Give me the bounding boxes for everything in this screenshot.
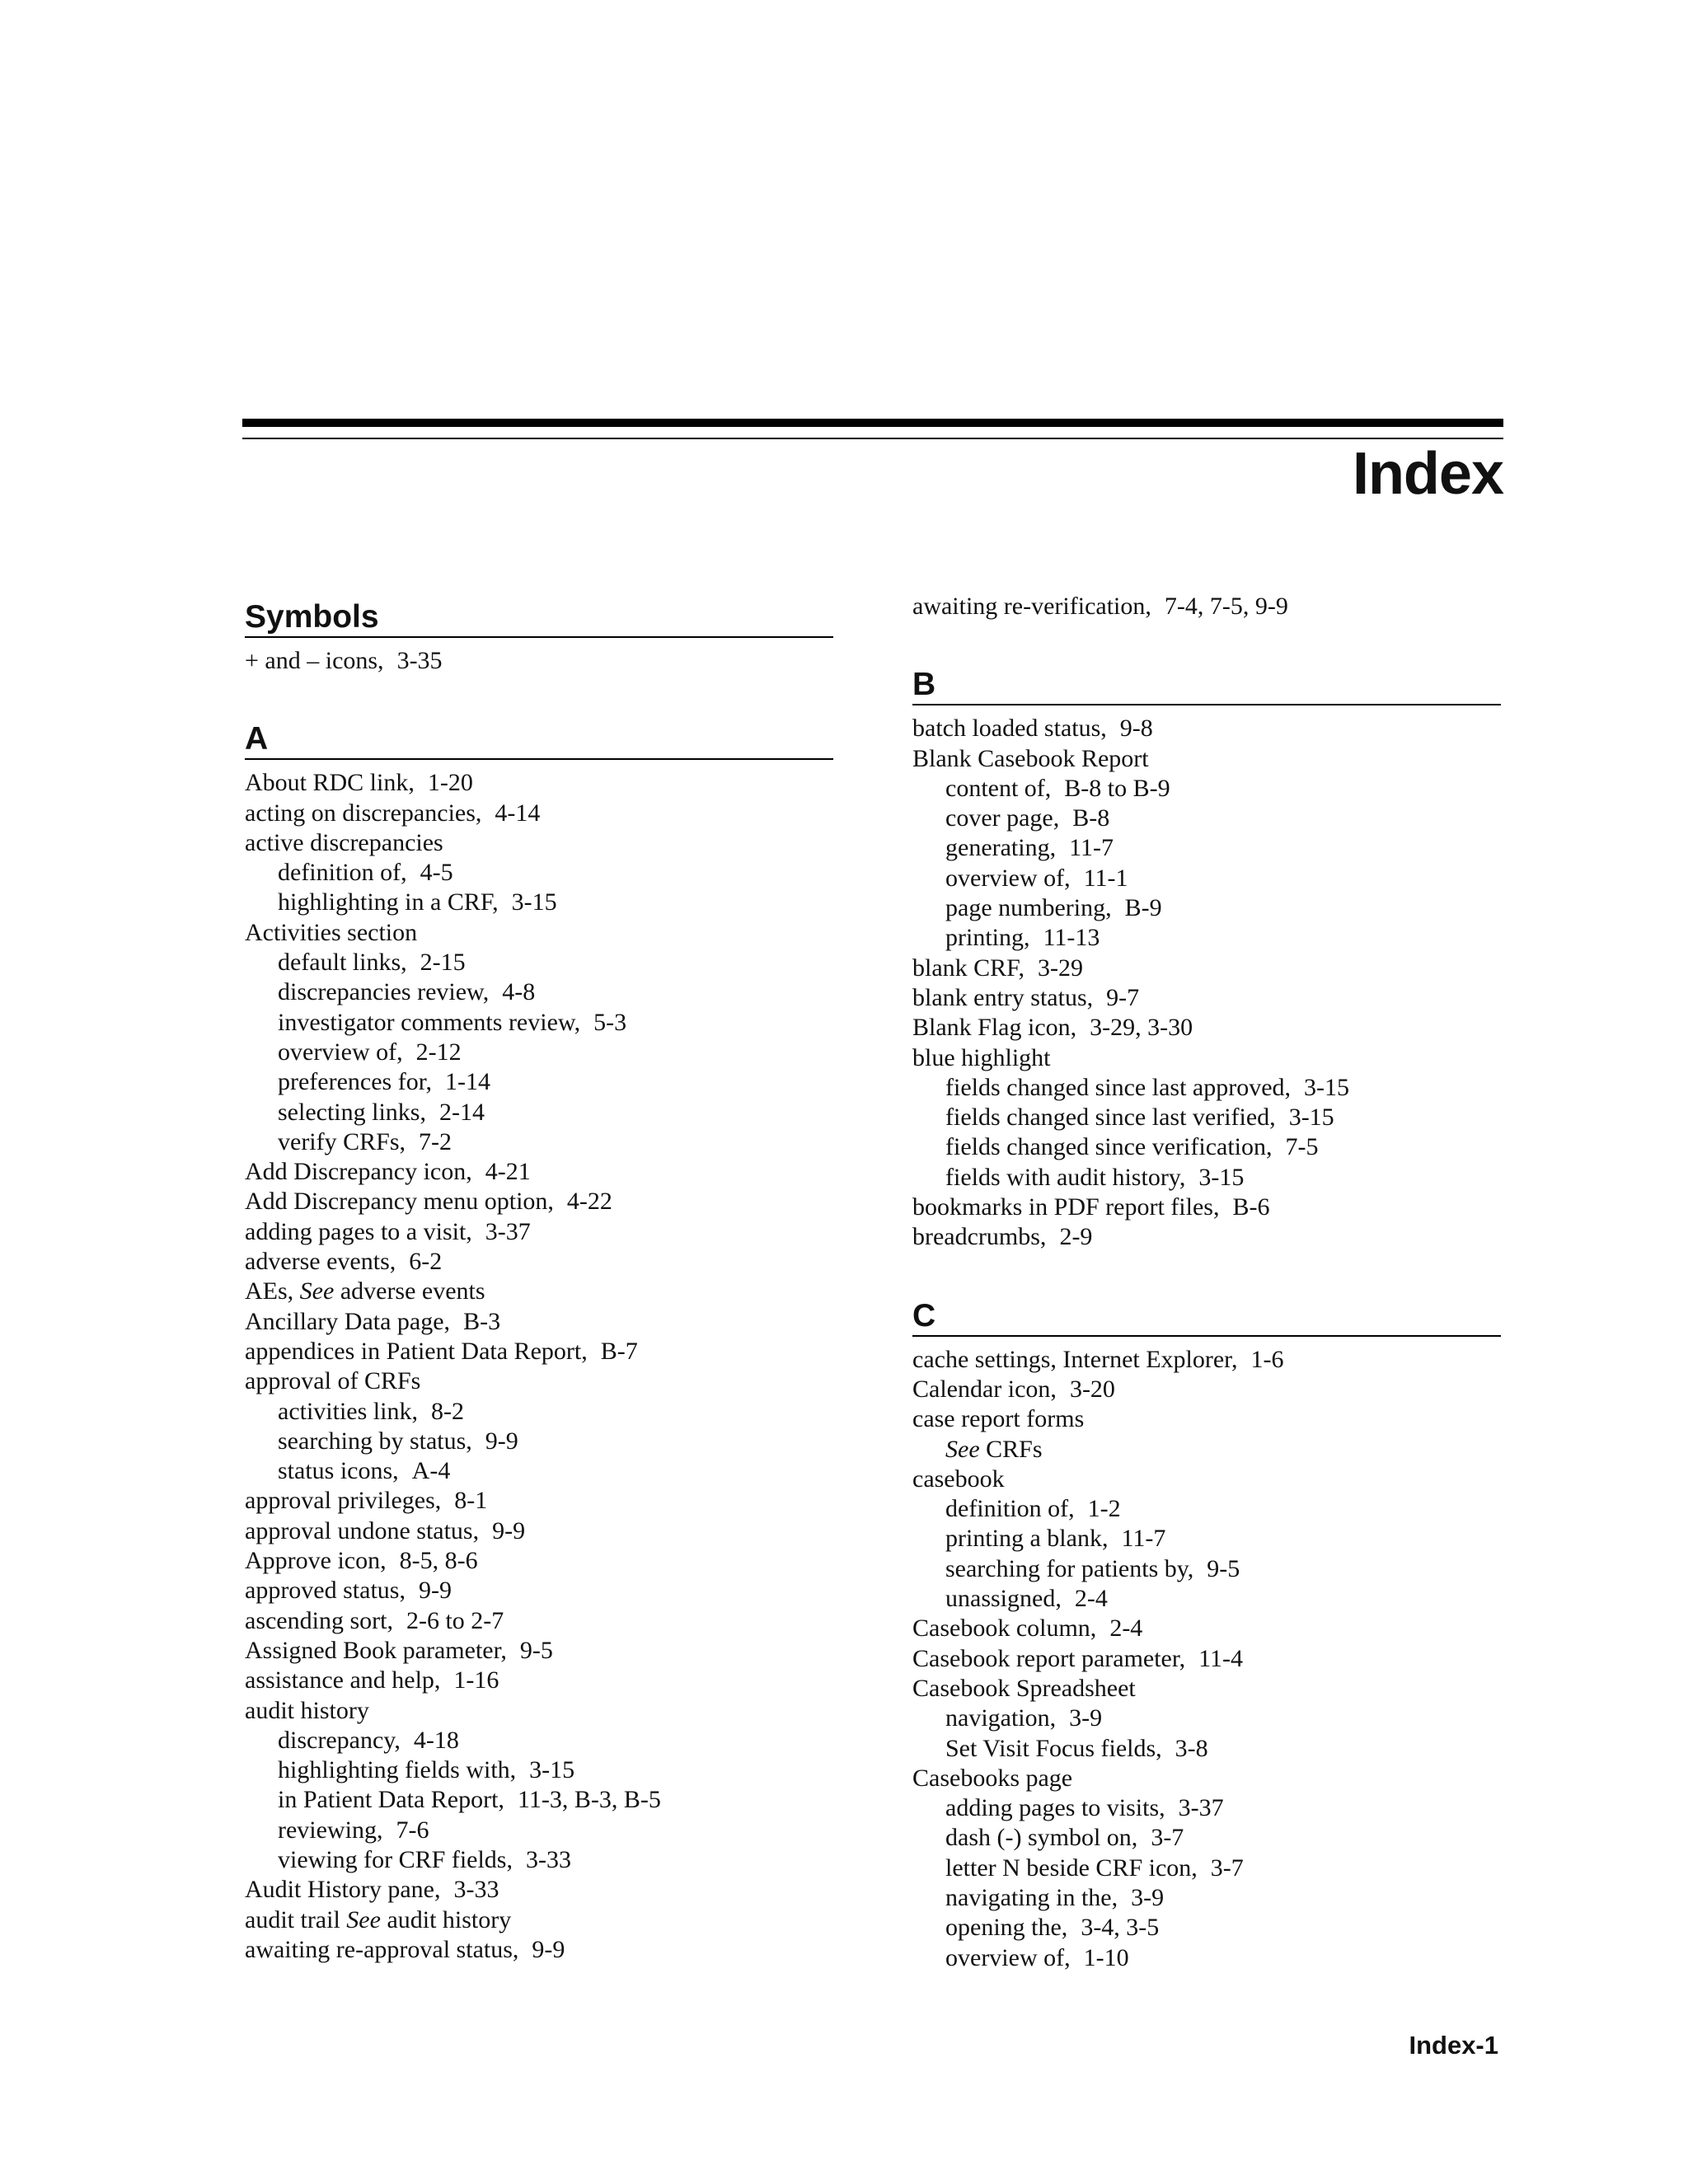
- index-subentry: [245, 1098, 833, 1127]
- entry-term: viewing for CRF fields,: [278, 1845, 513, 1873]
- index-entry: [245, 1546, 833, 1576]
- entry-pages: B-3: [463, 1307, 501, 1335]
- entry-term: Calendar icon,: [912, 1375, 1057, 1403]
- index-entry: [912, 1465, 1501, 1494]
- entry-term: searching by status,: [278, 1427, 472, 1455]
- section-gap: [245, 676, 833, 714]
- entry-term: verify CRFs,: [278, 1127, 406, 1155]
- entry-term: batch loaded status,: [912, 715, 1107, 743]
- entry-pages: 7-5: [1285, 1133, 1319, 1161]
- index-entry: [245, 1187, 833, 1216]
- index-subentry: [912, 893, 1501, 923]
- index-subentry: [245, 977, 833, 1007]
- entry-term: activities link,: [278, 1397, 418, 1425]
- entry-term: navigating in the,: [945, 1883, 1118, 1911]
- index-subentry: [245, 858, 833, 888]
- entry-term: default links,: [278, 949, 407, 977]
- title-rule-thick: [242, 419, 1503, 427]
- index-subentry: [912, 1913, 1501, 1943]
- entry-pages: 11-1: [1083, 864, 1128, 892]
- index-entry: [912, 1764, 1501, 1793]
- entry-term: acting on discrepancies,: [245, 799, 482, 827]
- entry-term: AEs,: [245, 1277, 294, 1305]
- entry-pages: 4-22: [566, 1188, 612, 1216]
- entry-pages: 2-4: [1109, 1615, 1143, 1643]
- entry-pages: 8-5, 8-6: [399, 1547, 478, 1575]
- entry-term: bookmarks in PDF report files,: [912, 1193, 1220, 1221]
- entry-pages: 3-37: [1178, 1794, 1224, 1822]
- entry-term: printing a blank,: [945, 1525, 1109, 1553]
- entry-term: overview of,: [945, 864, 1071, 892]
- entry-term: fields changed since last verified,: [945, 1104, 1276, 1132]
- index-subentry: [245, 1127, 833, 1157]
- entry-pages: A-4: [411, 1457, 451, 1485]
- entry-term: highlighting fields with,: [278, 1756, 517, 1784]
- index-subentry: [912, 1494, 1501, 1524]
- index-subentry: [912, 923, 1501, 953]
- entry-pages: 11-7: [1069, 834, 1114, 862]
- entry-term: opening the,: [945, 1914, 1068, 1942]
- index-entry: [245, 1875, 833, 1905]
- entry-pages: 3-4, 3-5: [1081, 1914, 1160, 1942]
- index-entry: [245, 1157, 833, 1187]
- entry-term: navigation,: [945, 1704, 1057, 1732]
- entry-term: unassigned,: [945, 1585, 1062, 1613]
- index-subentry: [912, 864, 1501, 893]
- entry-pages: 3-37: [485, 1217, 531, 1245]
- index-subentry: [912, 1584, 1501, 1614]
- index-entry: [245, 1696, 833, 1726]
- entry-pages: 9-9: [532, 1935, 565, 1963]
- index-section: [245, 676, 833, 1965]
- entry-term: cache settings, Internet Explorer,: [912, 1345, 1238, 1373]
- index-entry: [245, 1516, 833, 1546]
- entry-term: Add Discrepancy menu option,: [245, 1188, 554, 1216]
- entry-pages: 2-14: [438, 1098, 485, 1126]
- see-target: adverse events: [340, 1277, 485, 1305]
- entry-pages: 1-16: [453, 1666, 499, 1694]
- entry-pages: 3-7: [1210, 1854, 1244, 1882]
- index-subentry: [245, 1067, 833, 1097]
- index-subentry: [912, 1132, 1501, 1162]
- entry-term: adding pages to a visit,: [245, 1217, 472, 1245]
- index-entry: [245, 1277, 833, 1306]
- page-title: Index: [1352, 441, 1503, 507]
- index-entry: [245, 1247, 833, 1277]
- index-entry: [245, 918, 833, 948]
- entry-term: adverse events,: [245, 1248, 396, 1276]
- entry-pages: 8-1: [454, 1487, 488, 1515]
- index-subentry: [245, 1785, 833, 1815]
- see-target: audit history: [387, 1905, 512, 1933]
- index-entry: [912, 983, 1501, 1013]
- entry-term: dash (-) symbol on,: [945, 1824, 1138, 1852]
- entry-term: preferences for,: [278, 1068, 433, 1096]
- section-heading: A: [245, 714, 833, 760]
- entry-term: discrepancies review,: [278, 978, 490, 1006]
- entry-term: awaiting re-verification,: [912, 593, 1151, 620]
- entry-term: content of,: [945, 774, 1052, 802]
- index-section: [245, 592, 833, 676]
- see-reference: See: [299, 1277, 335, 1305]
- index-subentry: [245, 1845, 833, 1875]
- entry-pages: 3-8: [1175, 1734, 1208, 1762]
- entry-term: Blank Flag icon,: [912, 1014, 1077, 1042]
- entry-pages: 8-2: [430, 1397, 464, 1425]
- index-entry: [245, 646, 833, 676]
- entry-term: fields changed since verification,: [945, 1133, 1273, 1161]
- index-subentry: [912, 1883, 1501, 1913]
- entry-pages: 6-2: [409, 1248, 443, 1276]
- index-subentry: [912, 1793, 1501, 1823]
- entry-pages: 11-3, B-3, B-5: [517, 1786, 661, 1814]
- index-subentry: [245, 1726, 833, 1755]
- entry-pages: 3-15: [529, 1756, 575, 1784]
- entry-pages: 4-8: [502, 978, 536, 1006]
- entry-pages: 9-8: [1119, 715, 1153, 743]
- entry-term: reviewing,: [278, 1816, 383, 1844]
- entry-term: breadcrumbs,: [912, 1223, 1047, 1251]
- entry-term: highlighting in a CRF,: [278, 888, 499, 916]
- entry-term: active discrepancies: [245, 828, 443, 856]
- index-subentry: [912, 1103, 1501, 1132]
- index-subentry: [912, 1163, 1501, 1193]
- index-entry: [245, 1486, 833, 1516]
- section-heading: C: [912, 1291, 1501, 1337]
- entry-term: Assigned Book parameter,: [245, 1636, 507, 1664]
- entry-pages: 4-5: [420, 859, 453, 887]
- index-column-right: [912, 592, 1501, 1973]
- entry-pages: 1-2: [1087, 1495, 1121, 1523]
- entry-pages: B-8: [1072, 804, 1110, 832]
- entry-term: overview of,: [278, 1038, 403, 1066]
- index-subentry: [245, 1755, 833, 1785]
- index-section: [912, 1253, 1501, 1973]
- entry-pages: 2-4: [1074, 1585, 1108, 1613]
- index-subentry: [912, 774, 1501, 804]
- entry-term: generating,: [945, 834, 1057, 862]
- entry-term: approval of CRFs: [245, 1367, 421, 1395]
- entry-pages: 9-9: [485, 1427, 518, 1455]
- entry-pages: 3-15: [1198, 1163, 1245, 1191]
- entry-term: ascending sort,: [245, 1606, 393, 1634]
- entry-term: definition of,: [945, 1495, 1075, 1523]
- entry-pages: 4-14: [495, 799, 541, 827]
- entry-term: audit history: [245, 1696, 369, 1724]
- entry-term: searching for patients by,: [945, 1554, 1194, 1582]
- entry-term: Audit History pane,: [245, 1876, 441, 1904]
- index-entry: [245, 1337, 833, 1366]
- entry-term: Casebook column,: [912, 1615, 1097, 1643]
- index-section: [912, 592, 1501, 621]
- index-entry: [912, 1404, 1501, 1434]
- entry-term: fields with audit history,: [945, 1163, 1186, 1191]
- index-entry: [245, 1307, 833, 1337]
- entry-term: Casebook report parameter,: [912, 1644, 1186, 1672]
- entry-term: case report forms: [912, 1405, 1085, 1433]
- index-entry: [245, 1935, 833, 1965]
- entry-pages: 3-9: [1131, 1883, 1165, 1911]
- entry-pages: 3-35: [396, 647, 443, 674]
- entry-pages: 5-3: [593, 1008, 627, 1036]
- entry-pages: 11-13: [1043, 924, 1100, 952]
- entry-pages: 2-12: [415, 1038, 462, 1066]
- entry-term: + and – icons,: [245, 647, 384, 674]
- entry-pages: 11-4: [1198, 1644, 1244, 1672]
- entry-pages: B-8 to B-9: [1064, 774, 1170, 802]
- section-gap: [912, 1253, 1501, 1291]
- title-rule-thin: [242, 438, 1503, 439]
- entry-pages: 7-2: [419, 1127, 452, 1155]
- entry-term: Blank Casebook Report: [912, 744, 1149, 772]
- index-entry: [245, 828, 833, 858]
- index-entry: [912, 1614, 1501, 1643]
- entry-term: adding pages to visits,: [945, 1794, 1165, 1822]
- index-subentry: [912, 1823, 1501, 1853]
- entry-pages: B-9: [1124, 894, 1162, 922]
- entry-pages: 7-4, 7-5, 9-9: [1164, 593, 1288, 620]
- entry-pages: 3-20: [1069, 1375, 1115, 1403]
- index-subentry: [912, 1554, 1501, 1584]
- index-section: [912, 621, 1501, 1252]
- entry-term: approval privileges,: [245, 1487, 442, 1515]
- entry-pages: 3-7: [1151, 1824, 1184, 1852]
- entry-pages: 9-9: [418, 1577, 452, 1605]
- entry-pages: 9-5: [1207, 1554, 1240, 1582]
- entry-pages: 7-6: [396, 1816, 429, 1844]
- section-heading: Symbols: [245, 592, 833, 638]
- index-entry: [912, 1345, 1501, 1375]
- index-entry: [912, 1644, 1501, 1674]
- index-subentry: [912, 1734, 1501, 1764]
- index-entry: [245, 1666, 833, 1695]
- index-subentry: [912, 1435, 1501, 1465]
- entry-pages: 3-15: [1304, 1073, 1350, 1101]
- index-subentry: [245, 948, 833, 977]
- index-entry: [912, 1222, 1501, 1252]
- index-entry: [912, 1193, 1501, 1222]
- entry-pages: 2-15: [420, 949, 466, 977]
- entry-term: Casebook Spreadsheet: [912, 1674, 1136, 1702]
- index-entry: [245, 1606, 833, 1636]
- page-footer: Index-1: [1409, 2031, 1498, 2060]
- entry-term: discrepancy,: [278, 1726, 401, 1754]
- index-entry: [245, 768, 833, 798]
- index-subentry: [912, 1943, 1501, 1973]
- index-subentry: [912, 1704, 1501, 1733]
- index-subentry: [912, 833, 1501, 863]
- index-entry: [245, 1217, 833, 1247]
- index-subentry: [912, 1854, 1501, 1883]
- section-heading: B: [912, 659, 1501, 705]
- entry-term: fields changed since last approved,: [945, 1073, 1292, 1101]
- index-subentry: [912, 1524, 1501, 1554]
- index-entry: [912, 1674, 1501, 1704]
- entry-term: blank entry status,: [912, 983, 1094, 1011]
- entry-term: assistance and help,: [245, 1666, 441, 1694]
- entry-term: Activities section: [245, 918, 418, 946]
- entry-term: Ancillary Data page,: [245, 1307, 451, 1335]
- entry-term: blank CRF,: [912, 954, 1025, 982]
- entry-term: audit trail: [245, 1905, 340, 1933]
- entry-term: status icons,: [278, 1457, 399, 1485]
- index-entry: [245, 1366, 833, 1396]
- index-subentry: [245, 1816, 833, 1845]
- entry-pages: 3-15: [511, 888, 557, 916]
- entry-pages: 3-33: [526, 1845, 571, 1873]
- entry-term: casebook: [912, 1465, 1005, 1493]
- index-entry: [912, 1013, 1501, 1043]
- entry-term: selecting links,: [278, 1098, 426, 1126]
- entry-term: About RDC link,: [245, 769, 415, 797]
- entry-term: Casebooks page: [912, 1764, 1073, 1792]
- index-entry: [245, 1576, 833, 1605]
- entry-term: letter N beside CRF icon,: [945, 1854, 1198, 1882]
- index-subentry: [912, 804, 1501, 833]
- index-subentry: [245, 888, 833, 917]
- entry-term: blue highlight: [912, 1043, 1051, 1071]
- entry-pages: 2-9: [1059, 1223, 1093, 1251]
- entry-term: cover page,: [945, 804, 1060, 832]
- index-subentry: [245, 1397, 833, 1427]
- index-subentry: [912, 1073, 1501, 1103]
- entry-pages: 9-5: [519, 1636, 553, 1664]
- entry-term: printing,: [945, 924, 1030, 952]
- index-subentry: [245, 1008, 833, 1038]
- index-entry: [912, 954, 1501, 983]
- entry-term: overview of,: [945, 1943, 1071, 1971]
- see-reference: See: [945, 1435, 980, 1463]
- index-subentry: [245, 1038, 833, 1067]
- section-gap: [912, 621, 1501, 659]
- entry-term: definition of,: [278, 859, 407, 887]
- index-entry: [912, 592, 1501, 621]
- index-entry: [912, 714, 1501, 743]
- entry-term: awaiting re-approval status,: [245, 1935, 519, 1963]
- entry-term: Add Discrepancy icon,: [245, 1158, 472, 1186]
- entry-pages: 3-9: [1069, 1704, 1103, 1732]
- entry-term: Approve icon,: [245, 1547, 387, 1575]
- entry-pages: 9-9: [492, 1516, 526, 1544]
- entry-term: page numbering,: [945, 894, 1112, 922]
- entry-pages: 3-15: [1288, 1104, 1334, 1132]
- entry-pages: 1-6: [1250, 1345, 1284, 1373]
- entry-term: Set Visit Focus fields,: [945, 1734, 1162, 1762]
- entry-pages: 11-7: [1121, 1525, 1166, 1553]
- entry-pages: 3-29: [1037, 954, 1083, 982]
- entry-term: in Patient Data Report,: [278, 1786, 504, 1814]
- entry-pages: 1-14: [445, 1068, 491, 1096]
- index-subentry: [245, 1456, 833, 1486]
- entry-pages: 3-33: [453, 1876, 499, 1904]
- index-entry: [912, 744, 1501, 774]
- entry-term: appendices in Patient Data Report,: [245, 1337, 588, 1365]
- entry-pages: 1-20: [427, 769, 473, 797]
- index-entry: [912, 1375, 1501, 1404]
- entry-pages: B-6: [1232, 1193, 1270, 1221]
- entry-term: approved status,: [245, 1577, 406, 1605]
- entry-term: approval undone status,: [245, 1516, 480, 1544]
- entry-pages: 4-21: [485, 1158, 531, 1186]
- entry-pages: 4-18: [413, 1726, 459, 1754]
- entry-pages: 3-29, 3-30: [1090, 1014, 1193, 1042]
- index-entry: [245, 1905, 833, 1935]
- entry-term: investigator comments review,: [278, 1008, 581, 1036]
- index-column-left: [245, 592, 833, 1965]
- see-reference: See: [346, 1905, 381, 1933]
- entry-pages: B-7: [600, 1337, 638, 1365]
- entry-pages: 1-10: [1083, 1943, 1129, 1971]
- index-entry: [912, 1043, 1501, 1073]
- index-subentry: [245, 1427, 833, 1456]
- entry-pages: 2-6 to 2-7: [406, 1606, 504, 1634]
- see-target: CRFs: [986, 1435, 1043, 1463]
- index-entry: [245, 799, 833, 828]
- entry-pages: 9-7: [1106, 983, 1140, 1011]
- index-entry: [245, 1636, 833, 1666]
